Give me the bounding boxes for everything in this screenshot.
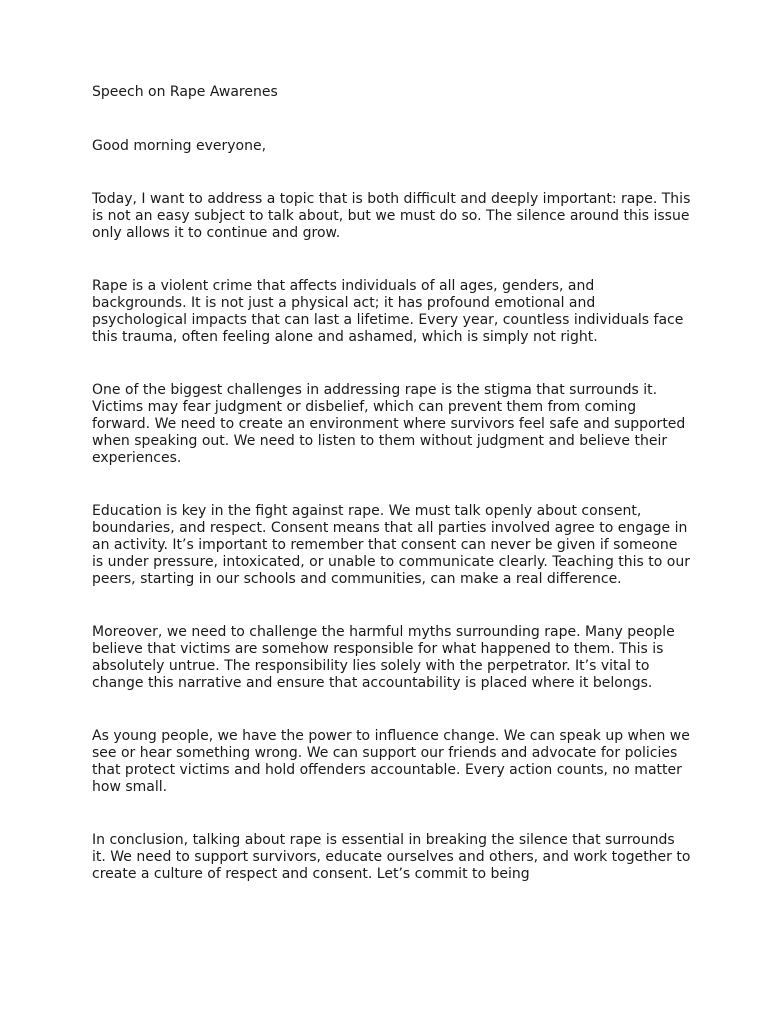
paragraph-education: Education is key in the fight against rape. We must talk openly about consent, boundaries, and respect. Consent means that all parties involved agree to engage in an activity. It’s important to remember that consent can never be given if someone is under pressure, intoxicated, or unable to communicate clearly. Teaching this to our peers, starting in our schools and communities, can make a real difference. xyxy=(92,503,690,587)
paragraph-intro: Today, I want to address a topic that is both difficult and deeply important: rape. This is not an easy subject to talk about, but we must do so. The silence around this issue only allows it to continue and grow. xyxy=(92,191,691,241)
greeting-line: Good morning everyone, xyxy=(92,138,267,154)
paragraph-conclusion: In conclusion, talking about rape is essential in breaking the silence that surrounds it. We need to support survivors, educate ourselves and others, and work together to create a culture of respect and consent. Let’s commit to being xyxy=(92,832,691,882)
paragraph-violent-crime: Rape is a violent crime that affects individuals of all ages, genders, and backgrounds. It is not just a physical act; it has profound emotional and psychological impacts that can last a lifetime. Every year, countless individuals face this trauma, often feeling alone and ashamed, which is simply not right. xyxy=(92,278,684,345)
document-title: Speech on Rape Awarenes xyxy=(92,84,278,100)
document-body xyxy=(92,84,692,883)
paragraph-myths: Moreover, we need to challenge the harmful myths surrounding rape. Many people believe that victims are somehow responsible for what happened to them. This is absolutely untrue. The responsibility lies solely with the perpetrator. It’s vital to change this narrative and ensure that accountability is placed where it belongs. xyxy=(92,624,675,691)
paragraph-young-people: As young people, we have the power to influence change. We can speak up when we see or hear something wrong. We can support our friends and advocate for policies that protect victims and hold offenders accountable. Every action counts, no matter how small. xyxy=(92,728,690,795)
paragraph-stigma: One of the biggest challenges in addressing rape is the stigma that surrounds it. Victims may fear judgment or disbelief, which can prevent them from coming forward. We need to create an environment where survivors feel safe and supported when speaking out. We need to listen to them without judgment and believe their experiences. xyxy=(92,382,686,466)
